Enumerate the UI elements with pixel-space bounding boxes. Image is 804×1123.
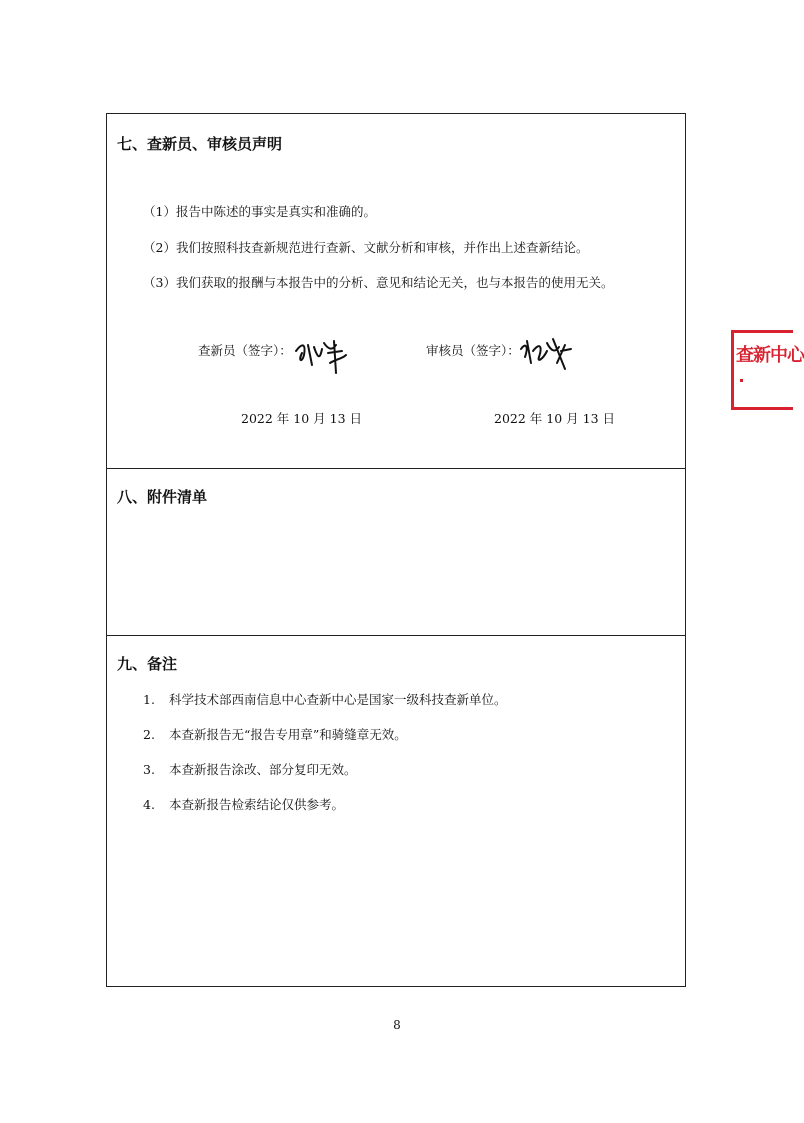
page-number: 8 xyxy=(393,1018,401,1032)
declaration-section xyxy=(107,114,685,469)
seal-text: 查新中心 xyxy=(736,345,804,366)
attachments-section xyxy=(107,469,685,636)
remark-number: 1. xyxy=(143,692,155,707)
remarks-section xyxy=(107,636,685,986)
searcher-date: 2022 年 10 月 13 日 xyxy=(241,411,362,426)
report-form-frame xyxy=(106,113,686,987)
remark-number: 3. xyxy=(143,762,155,777)
searcher-signature-label: 查新员（签字）： xyxy=(198,343,292,358)
declaration-statement-1: （1）报告中陈述的事实是真实和准确的。 xyxy=(143,204,376,219)
remark-text: 科学技术部西南信息中心查新中心是国家一级科技查新单位。 xyxy=(169,692,507,707)
remark-text: 本查新报告涂改、部分复印无效。 xyxy=(169,762,357,777)
reviewer-signature-label: 审核员（签字）： xyxy=(426,343,520,358)
reviewer-date: 2022 年 10 月 13 日 xyxy=(494,411,615,426)
remark-text: 本查新报告检索结论仅供参考。 xyxy=(169,797,345,812)
declaration-statement-3: （3）我们获取的报酬与本报告中的分析、意见和结论无关，也与本报告的使用无关。 xyxy=(143,275,614,290)
remark-item xyxy=(143,760,357,778)
remark-item xyxy=(143,725,407,743)
searcher-signature xyxy=(292,329,352,379)
remark-item xyxy=(143,690,507,708)
remarks-heading: 九、备注 xyxy=(117,655,178,673)
seal-stamp xyxy=(731,330,804,410)
declaration-statement-2: （2）我们按照科技查新规范进行查新、文献分析和审核，并作出上述查新结论。 xyxy=(143,240,589,255)
declaration-heading: 七、查新员、审核员声明 xyxy=(117,135,283,153)
remark-number: 2. xyxy=(143,727,155,742)
reviewer-signature xyxy=(517,329,577,379)
attachments-heading: 八、附件清单 xyxy=(117,488,208,506)
remark-item xyxy=(143,795,344,813)
remark-number: 4. xyxy=(143,797,155,812)
remark-text: 本查新报告无“报告专用章”和骑缝章无效。 xyxy=(169,727,407,742)
seal-mark xyxy=(740,379,743,382)
